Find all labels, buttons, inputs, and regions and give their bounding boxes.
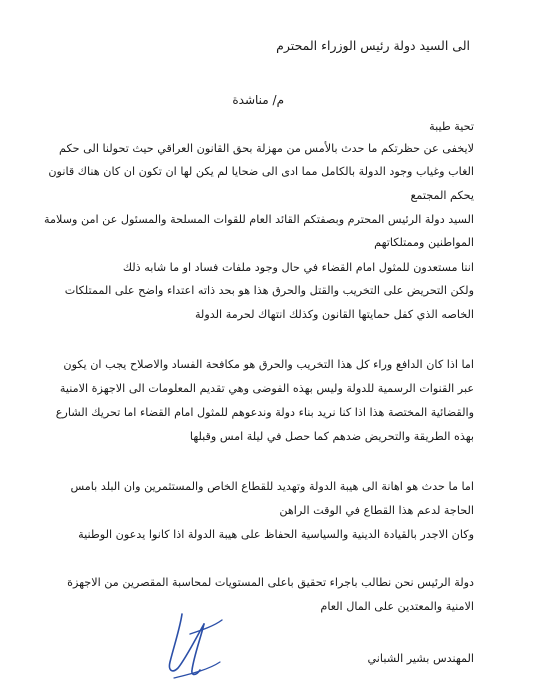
paragraph-3-line-3: الخاصه الذي كفل حمايتها القانون وكذلك انتهاك لحرمة الدولة — [194, 308, 474, 321]
letter-addressee: الى السيد دولة رئيس الوزراء المحترم — [276, 38, 470, 53]
letter-greeting: تحية طيبة — [429, 120, 474, 133]
paragraph-1-line-3: يحكم المجتمع — [410, 189, 474, 202]
paragraph-4-line-3: والقضائية المختصة هذا اذا كنا نريد بناء دولة وندعوهم للمثول امام القضاء اما تحريك الشارع — [55, 406, 474, 419]
paragraph-2-line-1: السيد دولة الرئيس المحترم وبصفتكم القائد العام للقوات المسلحة والمسئول عن امن وسلامة — [43, 213, 474, 226]
paragraph-6-line-2: الامنية والمعتدين على المال العام — [320, 600, 474, 613]
paragraph-4-line-4: بهذه الطريقة والتحريض ضدهم كما حصل في ليلة امس وقبلها — [189, 430, 474, 443]
paragraph-4-line-2: عبر القنوات الرسمية للدولة وليس بهذه الفوضى وهي تقديم المعلومات الى الاجهزة الامنية — [59, 382, 474, 395]
paragraph-5-line-2: الحاجة لدعم هذا القطاع في الوقت الراهن — [279, 504, 474, 517]
paragraph-1-line-2: الغاب وغياب وجود الدولة بالكامل مما ادى الى ضحايا لم يكن لها ان تكون ان كان هناك قانون — [48, 165, 474, 178]
signature-name: المهندس بشير الشباني — [367, 652, 474, 665]
paragraph-1-line-1: لايخفى عن حظرتكم ما حدث بالأمس من مهزلة بحق القانون العراقي حيث تحولنا الى حكم — [59, 142, 474, 155]
letter-subject: م/ مناشدة — [232, 93, 284, 107]
paragraph-6-line-1: دولة الرئيس نحن نطالب باجراء تحقيق باعلى المستويات لمحاسبة المقصرين من الاجهزة — [67, 576, 474, 589]
paragraph-5-line-3: وكان الاجدر بالقيادة الدينية والسياسية الحفاظ على هيبة الدولة اذا كانوا يدعون الوطنية — [78, 528, 474, 541]
paragraph-2-line-2: المواطنين وممتلكاتهم — [374, 236, 474, 249]
handwritten-signature — [160, 604, 230, 684]
paragraph-5-line-1: اما ما حدث هو اهانة الى هيبة الدولة وتهديد للقطاع الخاص والمستثمرين وان البلد بامس — [70, 480, 474, 493]
paragraph-4-line-1: اما اذا كان الدافع وراء كل هذا التخريب والحرق هو مكافحة الفساد والاصلاح يجب ان يكون — [63, 358, 474, 371]
paragraph-3-line-1: اننا مستعدون للمثول امام القضاء في حال وجود ملفات فساد او ما شابه ذلك — [122, 261, 474, 274]
paragraph-3-line-2: ولكن التحريض على التخريب والقتل والحرق هذا هو بحد ذاته اعتداء واضح على الممتلكات — [64, 284, 474, 297]
